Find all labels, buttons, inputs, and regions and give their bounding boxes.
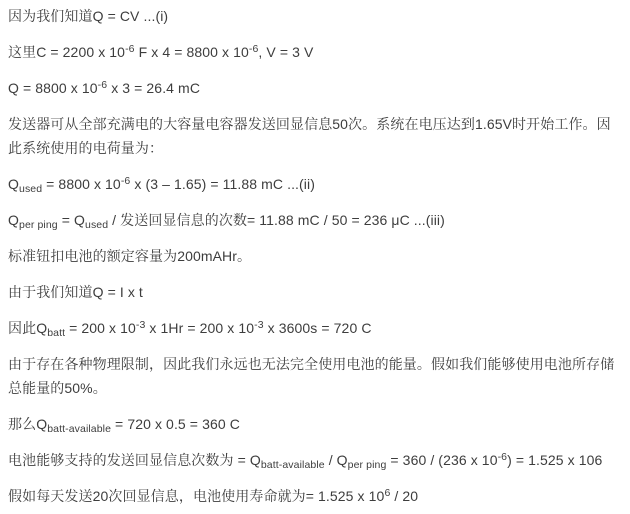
text-run: = 8800 x 10 bbox=[42, 176, 121, 192]
text-run: 因此Q bbox=[8, 320, 48, 336]
text-run: ) = 1.525 x 106 bbox=[507, 452, 603, 468]
text-run: x (3 – 1.65) = 11.88 mC ...(ii) bbox=[130, 176, 315, 192]
subscript: batt-available bbox=[47, 423, 112, 435]
subscript: per ping bbox=[347, 459, 387, 471]
paragraph-total-charge bbox=[8, 76, 622, 100]
paragraph-eq-iii bbox=[8, 208, 622, 232]
text-run: 由于存在各种物理限制，因此我们永远也无法完全使用电池的能量。假如我们能够使用电池所存储总能量的50%。 bbox=[8, 356, 615, 396]
text-run: / 20 bbox=[390, 488, 419, 504]
text-run: 标准钮扣电池的额定容量为200mAHr。 bbox=[8, 248, 252, 264]
text-run: x 3600s = 720 C bbox=[263, 320, 372, 336]
paragraph-transmitter-note bbox=[8, 112, 622, 160]
text-run: , V = 3 V bbox=[258, 44, 314, 60]
paragraph-q-ixt bbox=[8, 280, 622, 304]
text-run: 那么Q bbox=[8, 416, 48, 432]
paragraph-physical-limits bbox=[8, 352, 622, 400]
text-run: = 200 x 10 bbox=[65, 320, 136, 336]
superscript: -6 bbox=[120, 175, 131, 187]
text-run: Q bbox=[8, 212, 19, 228]
text-run: 假如每天发送20次回显信息，电池使用寿命就为= 1.525 x 10 bbox=[8, 488, 385, 504]
superscript: -6 bbox=[97, 79, 108, 91]
superscript: -6 bbox=[497, 451, 508, 463]
superscript: -3 bbox=[135, 319, 146, 331]
text-run: Q = 8800 x 10 bbox=[8, 80, 98, 96]
subscript: batt-available bbox=[260, 459, 325, 471]
text-run: / 发送回显信息的次数= 11.88 mC / 50 = 236 μC ...(iii) bbox=[108, 212, 445, 228]
paragraph-eq-i bbox=[8, 4, 622, 28]
text-run: Q bbox=[8, 176, 19, 192]
text-run: 这里C = 2200 x 10 bbox=[8, 44, 126, 60]
paragraph-battery-life bbox=[8, 484, 622, 508]
superscript: -3 bbox=[254, 319, 264, 331]
superscript: -6 bbox=[125, 43, 135, 55]
text-run: / Q bbox=[324, 452, 348, 468]
text-run: x 3 = 26.4 mC bbox=[107, 80, 201, 96]
text-run: 因为我们知道Q = CV ...(i) bbox=[8, 8, 169, 24]
text-run: F x 4 = 8800 x 10 bbox=[134, 44, 249, 60]
paragraph-eq-ii bbox=[8, 172, 622, 196]
text-run: 发送器可从全部充满电的大容量电容器发送回显信息50次。系统在电压达到1.65V时开始工作。因此系统使用的电荷量为： bbox=[8, 116, 611, 156]
paragraph-q-batt-available bbox=[8, 412, 622, 436]
paragraph-battery-capacity bbox=[8, 244, 622, 268]
subscript: per ping bbox=[19, 219, 58, 231]
text-run: = 720 x 0.5 = 360 C bbox=[111, 416, 240, 432]
text-run: 电池能够支持的发送回显信息次数为 = Q bbox=[8, 452, 261, 468]
superscript: -6 bbox=[248, 43, 259, 55]
subscript: used bbox=[19, 183, 43, 195]
text-run: x 1Hr = 200 x 10 bbox=[145, 320, 255, 336]
text-run: = 360 / (236 x 10 bbox=[386, 452, 498, 468]
subscript: batt bbox=[47, 327, 66, 339]
text-run: = Q bbox=[57, 212, 85, 228]
paragraph-q-batt bbox=[8, 316, 622, 340]
superscript: 6 bbox=[384, 487, 391, 499]
paragraph-capacitance bbox=[8, 40, 622, 64]
paragraph-ping-count bbox=[8, 448, 622, 472]
text-run: 由于我们知道Q = I x t bbox=[8, 284, 143, 300]
subscript: used bbox=[85, 219, 109, 231]
